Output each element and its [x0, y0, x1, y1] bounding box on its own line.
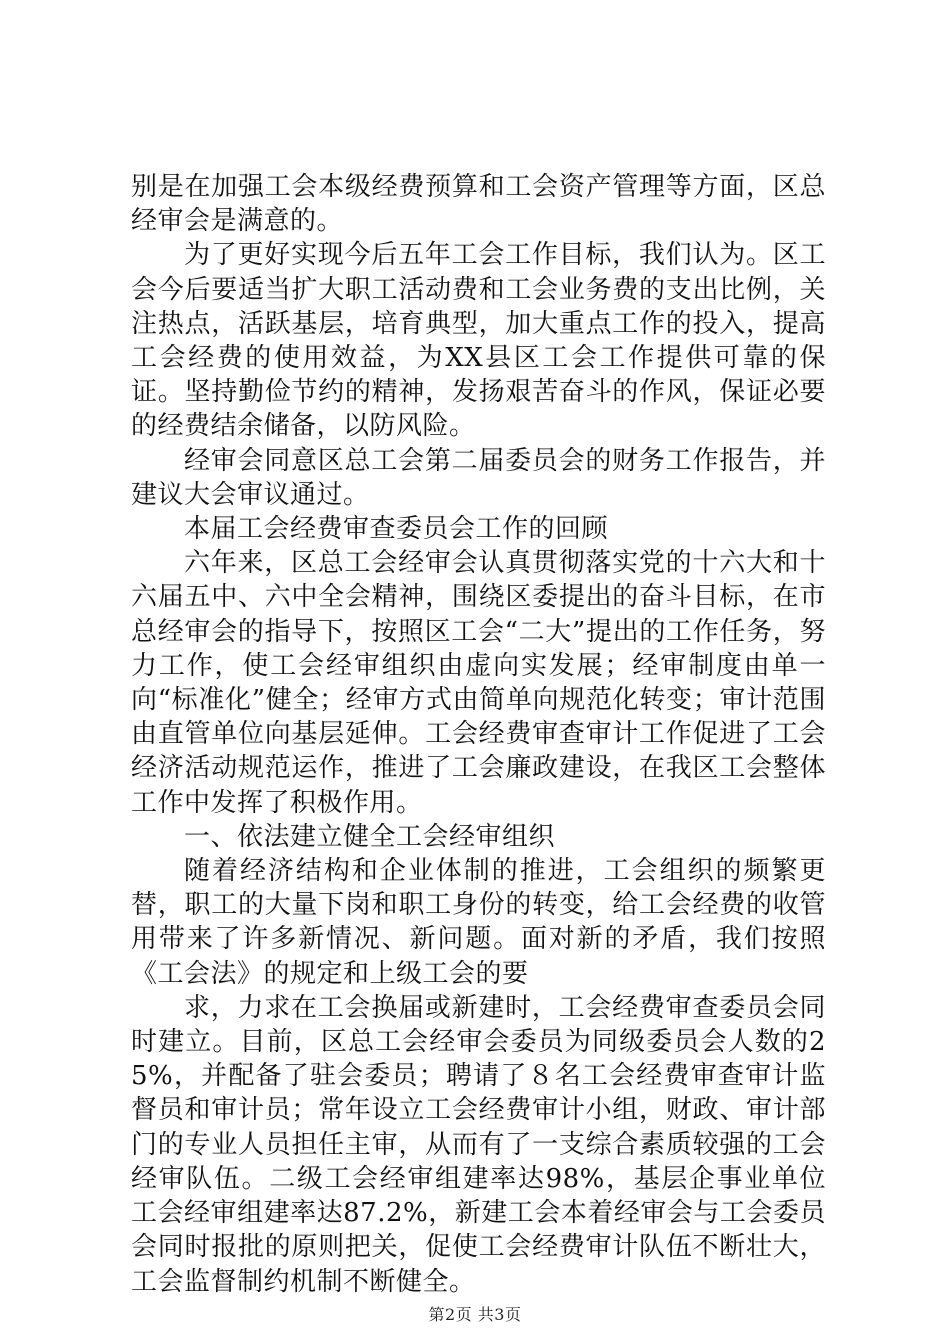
paragraph-8: 求，力求在工会换届或新建时，工会经费审查委员会同时建立。目前，区总工会经审会委员为同级委员会人数的25%，并配备了驻会委员；聘请了８名工会经费审查审计监督员和审计员；常年设立工会经费审计小组，财政、审计部门的专业人员担任主审，从而有了一支综合素质较强的工会经审队伍。二级工会经审组建率达98%，基层企事业单位工会经审组建率达87.2%，新建工会本着经审会与工会委员会同时报批的原则把关，促使工会经费审计队伍不断壮大，工会监督制约机制不断健全。	[131, 992, 826, 1297]
paragraph-1: 别是在加强工会本级经费预算和工会资产管理等方面，区总经审会是满意的。	[131, 172, 826, 237]
page-footer: 第2页 共3页	[428, 1305, 522, 1324]
document-body	[131, 170, 826, 1299]
section-heading-1: 一、依法建立健全工会经审组织	[184, 821, 556, 852]
section-heading-review: 本届工会经费审查委员会工作的回顾	[184, 514, 609, 545]
paragraph-2: 为了更好实现今后五年工会工作目标，我们认为。区工会今后要适当扩大职工活动费和工会业务费的支出比例，关注热点，活跃基层，培育典型，加大重点工作的投入，提高工会经费的使用效益，为XX县区工会工作提供可靠的保证。坚持勤俭节约的精神，发扬艰苦奋斗的作风，保证必要的经费结余储备，以防风险。	[131, 240, 826, 442]
paragraph-7: 随着经济结构和企业体制的推进，工会组织的频繁更替，职工的大量下岗和职工身份的转变，给工会经费的收管用带来了许多新情况、新问题。面对新的矛盾，我们按照《工会法》的规定和上级工会的要	[131, 856, 826, 989]
paragraph-5: 六年来，区总工会经审会认真贯彻落实党的十六大和十六届五中、六中全会精神，围绕区委提出的奋斗目标，在市总经审会的指导下，按照区工会“二大”提出的工作任务，努力工作，使工会经审组织由虚向实发展；经审制度由单一向“标准化”健全；经审方式由简单向规范化转变；审计范围由直管单位向基层延伸。工会经费审查审计工作促进了工会经济活动规范运作，推进了工会廉政建设，在我区工会整体工作中发挥了积极作用。	[131, 548, 826, 818]
paragraph-3: 经审会同意区总工会第二届委员会的财务工作报告，并建议大会审议通过。	[131, 445, 826, 510]
